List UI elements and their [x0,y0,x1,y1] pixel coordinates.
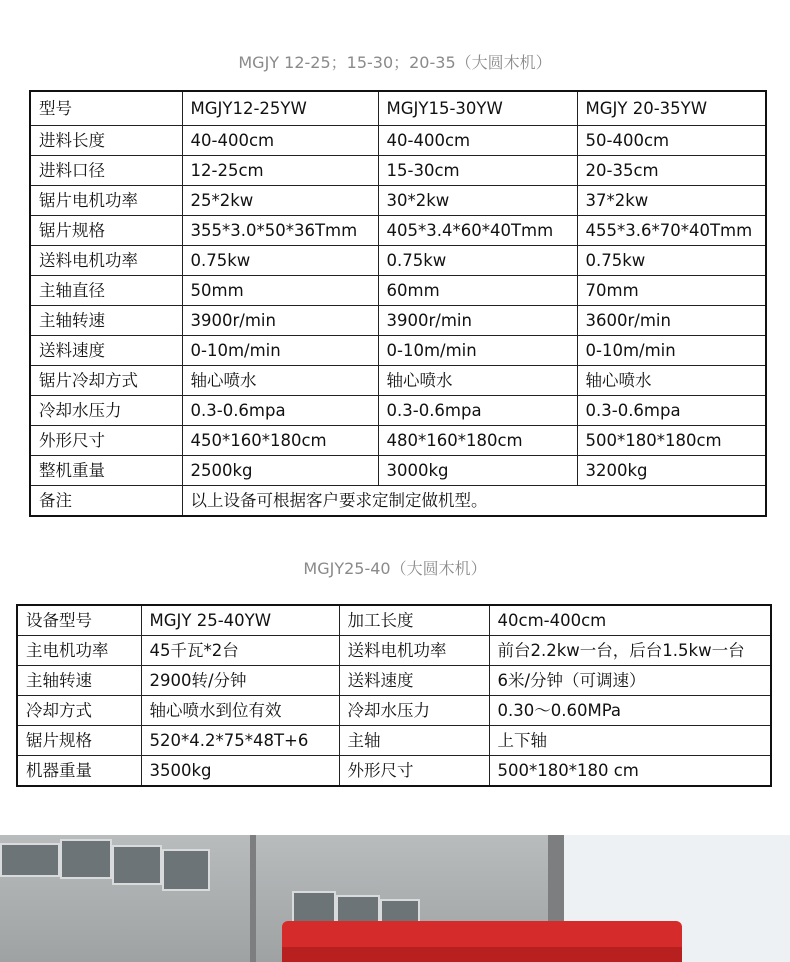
spec-label: 锯片规格 [30,216,182,246]
spec-value: 520*4.2*75*48T+6 [141,726,339,756]
table-row [17,756,771,787]
spec-label: 主轴转速 [17,666,141,696]
spec-label: 锯片电机功率 [30,186,182,216]
window [112,845,162,885]
spec-value: MGJY 25-40YW [141,605,339,636]
spec-value: 上下轴 [489,726,771,756]
spec-label: 机器重量 [17,756,141,787]
table-row [30,306,766,336]
table-header-row [30,91,766,126]
spec-table-large-log-machine [16,604,772,787]
spec-value: 0.3-0.6mpa [182,396,378,426]
spec-value: 3600r/min [577,306,766,336]
factory-photo [0,835,790,962]
spec-value: 3200kg [577,456,766,486]
table-row [30,126,766,156]
spec-value: 15-30cm [378,156,577,186]
spec-label: 整机重量 [30,456,182,486]
spec-value: 40-400cm [378,126,577,156]
spec-label: 送料电机功率 [30,246,182,276]
spec-value: 25*2kw [182,186,378,216]
spec-value: 40-400cm [182,126,378,156]
red-machine-roof-shade [282,947,682,962]
spec-label: 进料长度 [30,126,182,156]
window [162,849,210,891]
spec-value: 前台2.2kw一台，后台1.5kw一台 [489,636,771,666]
table-row [30,156,766,186]
spec-value: 355*3.0*50*36Tmm [182,216,378,246]
spec-value: 50-400cm [577,126,766,156]
spec-value: 外形尺寸 [339,756,489,787]
table-row [30,186,766,216]
spec-label: 外形尺寸 [30,426,182,456]
table-note-row [30,486,766,517]
spec-label: 主电机功率 [17,636,141,666]
drain-pipe [250,835,256,962]
spec-value: 405*3.4*60*40Tmm [378,216,577,246]
spec-value: 0.30～0.60MPa [489,696,771,726]
spec-label: 进料口径 [30,156,182,186]
window [0,843,60,877]
spec-label: 冷却方式 [17,696,141,726]
table-row [17,605,771,636]
spec-value: 40cm-400cm [489,605,771,636]
spec-value: 2500kg [182,456,378,486]
spec-value: 30*2kw [378,186,577,216]
spec-value: 送料电机功率 [339,636,489,666]
spec-label: 主轴转速 [30,306,182,336]
spec-value: 3500kg [141,756,339,787]
spec-value: 0-10m/min [378,336,577,366]
spec-label: 锯片冷却方式 [30,366,182,396]
spec-value: 50mm [182,276,378,306]
spec-value: MGJY15-30YW [378,91,577,126]
spec-value: 6米/分钟（可调速） [489,666,771,696]
spec-value: 480*160*180cm [378,426,577,456]
spec-value: 加工长度 [339,605,489,636]
spec-label: 锯片规格 [17,726,141,756]
window [60,839,112,879]
spec-value: 0.75kw [182,246,378,276]
table-row [17,666,771,696]
spec-table-1-caption: MGJY 12-25；15-30；20-35（大圆木机） [238,53,552,72]
table-row [30,366,766,396]
spec-value: 45千瓦*2台 [141,636,339,666]
spec-value: 主轴 [339,726,489,756]
spec-value: 0.3-0.6mpa [577,396,766,426]
spec-value: 0.3-0.6mpa [378,396,577,426]
spec-label: 主轴直径 [30,276,182,306]
spec-value: 0-10m/min [182,336,378,366]
spec-value: 以上设备可根据客户要求定制定做机型。 [182,486,766,517]
spec-value: 冷却水压力 [339,696,489,726]
table-row [30,246,766,276]
spec-value: 3900r/min [378,306,577,336]
spec-label: 备注 [30,486,182,517]
spec-value: 轴心喷水 [182,366,378,396]
spec-value: 455*3.6*70*40Tmm [577,216,766,246]
spec-value: 送料速度 [339,666,489,696]
spec-value: MGJY12-25YW [182,91,378,126]
spec-label: 设备型号 [17,605,141,636]
spec-value: 0.75kw [577,246,766,276]
spec-value: 60mm [378,276,577,306]
table-row [30,456,766,486]
spec-value: 500*180*180cm [577,426,766,456]
spec-value: 12-25cm [182,156,378,186]
table-row [30,336,766,366]
spec-value: 20-35cm [577,156,766,186]
spec-value: 0-10m/min [577,336,766,366]
spec-value: 450*160*180cm [182,426,378,456]
spec-value: 2900转/分钟 [141,666,339,696]
table-row [30,426,766,456]
spec-value: 3900r/min [182,306,378,336]
table-row [30,216,766,246]
spec-value: 轴心喷水 [378,366,577,396]
table-row [17,636,771,666]
table-row [30,396,766,426]
spec-label: 送料速度 [30,336,182,366]
table-row [17,696,771,726]
spec-value: 轴心喷水到位有效 [141,696,339,726]
table-row [17,726,771,756]
spec-value: 0.75kw [378,246,577,276]
spec-value: 500*180*180 cm [489,756,771,787]
spec-value: 70mm [577,276,766,306]
spec-table-small-log-machines [29,90,767,517]
spec-value: 37*2kw [577,186,766,216]
spec-label: 型号 [30,91,182,126]
spec-value: 轴心喷水 [577,366,766,396]
table-row [30,276,766,306]
spec-table-2-caption: MGJY25-40（大圆木机） [303,559,487,578]
spec-label: 冷却水压力 [30,396,182,426]
spec-value: 3000kg [378,456,577,486]
spec-value: MGJY 20-35YW [577,91,766,126]
